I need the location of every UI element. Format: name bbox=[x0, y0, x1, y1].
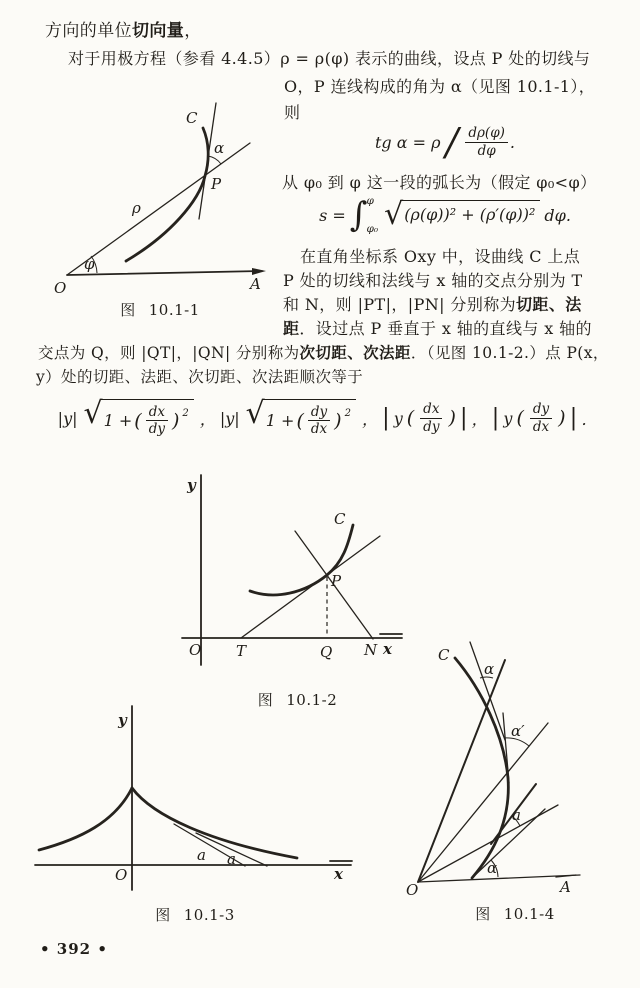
fig1-label-alpha: α bbox=[214, 139, 225, 157]
para-line-6: y）处的切距、法距、次切距、次法距顺次等于 bbox=[36, 368, 364, 386]
fig2-label-Q: Q bbox=[320, 643, 333, 661]
figure-10-1-1 bbox=[40, 95, 280, 295]
radical: √ (ρ(φ))² + (ρ′(φ))² bbox=[384, 200, 540, 230]
dist-term3-fraction: $\frac{dx}{dy}$ bbox=[420, 401, 442, 434]
formula-tg-lhs: tg α = ρ bbox=[374, 132, 441, 152]
figure-10-1-1-caption: 图 10.1-1 bbox=[120, 301, 200, 319]
fig2-label-T: T bbox=[236, 642, 247, 660]
figure-10-1-2 bbox=[175, 463, 420, 678]
fig4-label-a-mid: a bbox=[512, 806, 521, 824]
para-line-4: 距．设过点 P 垂直于 x 轴的直线与 x 轴的 bbox=[283, 319, 592, 338]
text-line-1-pre: 方向的单位 bbox=[45, 21, 132, 41]
fig1-label-O: O bbox=[54, 279, 67, 297]
fig2-label-C: C bbox=[334, 510, 346, 528]
right-col-line-2: 则 bbox=[284, 103, 301, 122]
text-line-1 bbox=[45, 16, 202, 41]
fig1-label-phi: φ bbox=[84, 255, 95, 273]
integral-sign: ∫ bbox=[349, 195, 368, 235]
dist-term1-radical: √ 1 + ( $\frac{dx}{dy}$ ) 2 bbox=[84, 399, 194, 437]
dist-term2-absy: |y| bbox=[219, 408, 240, 428]
fig4-polar-axis bbox=[418, 875, 580, 882]
right-col-line-1: O，P 连线构成的角为 α（见图 10.1-1）， bbox=[284, 77, 596, 96]
text-line-1-bold: 切向量 bbox=[132, 21, 185, 41]
fig2-label-P: P bbox=[331, 572, 342, 590]
fig4-tangent-1 bbox=[470, 642, 505, 740]
formula-tangent-angle bbox=[305, 117, 585, 167]
fig1-label-rho: ρ bbox=[132, 199, 141, 217]
dist-term3-bar-right: | bbox=[459, 404, 468, 431]
formula-s-trail: dφ. bbox=[544, 205, 571, 225]
fig4-label-alpha-bottom: α bbox=[487, 859, 498, 877]
text-line-1-post: ， bbox=[184, 21, 202, 41]
fig4-label-alpha-top: α bbox=[484, 660, 495, 678]
text-line-2: 对于用极方程（参看 4.4.5）ρ = ρ(φ) 表示的曲线，设点 P 处的切线与 bbox=[68, 49, 591, 68]
fig2-label-O: O bbox=[189, 641, 202, 659]
figure-10-1-3 bbox=[25, 700, 365, 895]
figure-10-1-4 bbox=[390, 628, 640, 900]
fig3-label-y: y bbox=[118, 711, 127, 729]
fig1-polar-axis bbox=[67, 271, 262, 275]
formula-arc-length bbox=[295, 191, 595, 239]
fig4-label-C: C bbox=[438, 646, 450, 664]
integral-lower-limit: φ₀ bbox=[366, 223, 379, 235]
fig1-axis-arrowhead bbox=[252, 268, 266, 275]
dist-term4-bar-left: | bbox=[491, 404, 500, 431]
fig2-label-N: N bbox=[364, 641, 378, 659]
figure-10-1-2-caption: 图 10.1-2 bbox=[257, 691, 338, 709]
formula-tg-period: . bbox=[509, 132, 516, 152]
fig3-label-a1: a bbox=[197, 846, 206, 864]
fig1-label-A: A bbox=[250, 275, 261, 293]
formula-tg-fraction: $\frac{d\rho(\varphi)}{d\varphi}$ bbox=[465, 125, 508, 158]
fig1-curve-C bbox=[126, 128, 208, 261]
dist-term4-bar-right: | bbox=[569, 404, 578, 431]
fig4-ray-2 bbox=[418, 723, 548, 882]
formula-tg-slash: / bbox=[445, 120, 459, 164]
para-line-1: 在直角坐标系 Oxy 中，设曲线 C 上点 bbox=[300, 247, 581, 266]
formula-distances: |y| √ 1 + ( $\frac{dx}{dy}$ ) 2 ， |y| √ 1 + ( $\frac{dy}{dx}$ ) 2 ， | y ( $\frac{dx}{dy}$ ) | ， | y ( $\frac{dy}{dx}$ ) | ． bbox=[57, 395, 598, 437]
fig3-label-x: x bbox=[334, 865, 343, 883]
integral-upper-limit: φ bbox=[366, 195, 374, 207]
fig4-label-alpha-prime: α′ bbox=[511, 722, 525, 740]
fig3-label-O: O bbox=[115, 866, 128, 884]
fig2-label-y: y bbox=[187, 476, 196, 494]
formula-s-lhs: s = bbox=[319, 205, 346, 225]
fig1-label-C: C bbox=[186, 109, 198, 127]
para-line-5: 交点为 Q，则 |QT|，|QN| 分别称为次切距、次法距．（见图 10.1-2.）点 P(x， bbox=[38, 343, 609, 362]
fig1-label-P: P bbox=[211, 175, 222, 193]
fig2-tangent-line bbox=[241, 536, 380, 638]
para-line-3: 和 N，则 |PT|，|PN| 分别称为切距、法 bbox=[283, 295, 582, 314]
fig3-label-a2: a bbox=[227, 850, 236, 868]
integral-limits bbox=[367, 195, 379, 235]
para-line-2: P 处的切线和法线与 x 轴的交点分别为 T bbox=[283, 271, 583, 290]
right-col-line-3: 从 φ₀ 到 φ 这一段的弧长为（假定 φ₀<φ） bbox=[282, 173, 597, 192]
fig1-alpha-angle-arc bbox=[208, 156, 221, 164]
fig4-label-O: O bbox=[406, 881, 419, 899]
page-number: • 392 • bbox=[40, 940, 108, 958]
fig3-curve-left-branch bbox=[39, 788, 132, 850]
dist-term3-bar-left: | bbox=[381, 404, 390, 431]
figure-10-1-4-caption: 图 10.1-4 bbox=[475, 905, 555, 923]
dist-term4-fraction: $\frac{dy}{dx}$ bbox=[530, 401, 552, 434]
fig4-label-A: A bbox=[560, 878, 571, 896]
fig2-label-x: x bbox=[383, 640, 392, 658]
dist-term1-absy: |y| bbox=[57, 408, 78, 428]
dist-term2-radical: √ 1 + ( $\frac{dy}{dx}$ ) 2 bbox=[246, 399, 356, 437]
figure-10-1-3-caption: 图 10.1-3 bbox=[155, 906, 235, 924]
